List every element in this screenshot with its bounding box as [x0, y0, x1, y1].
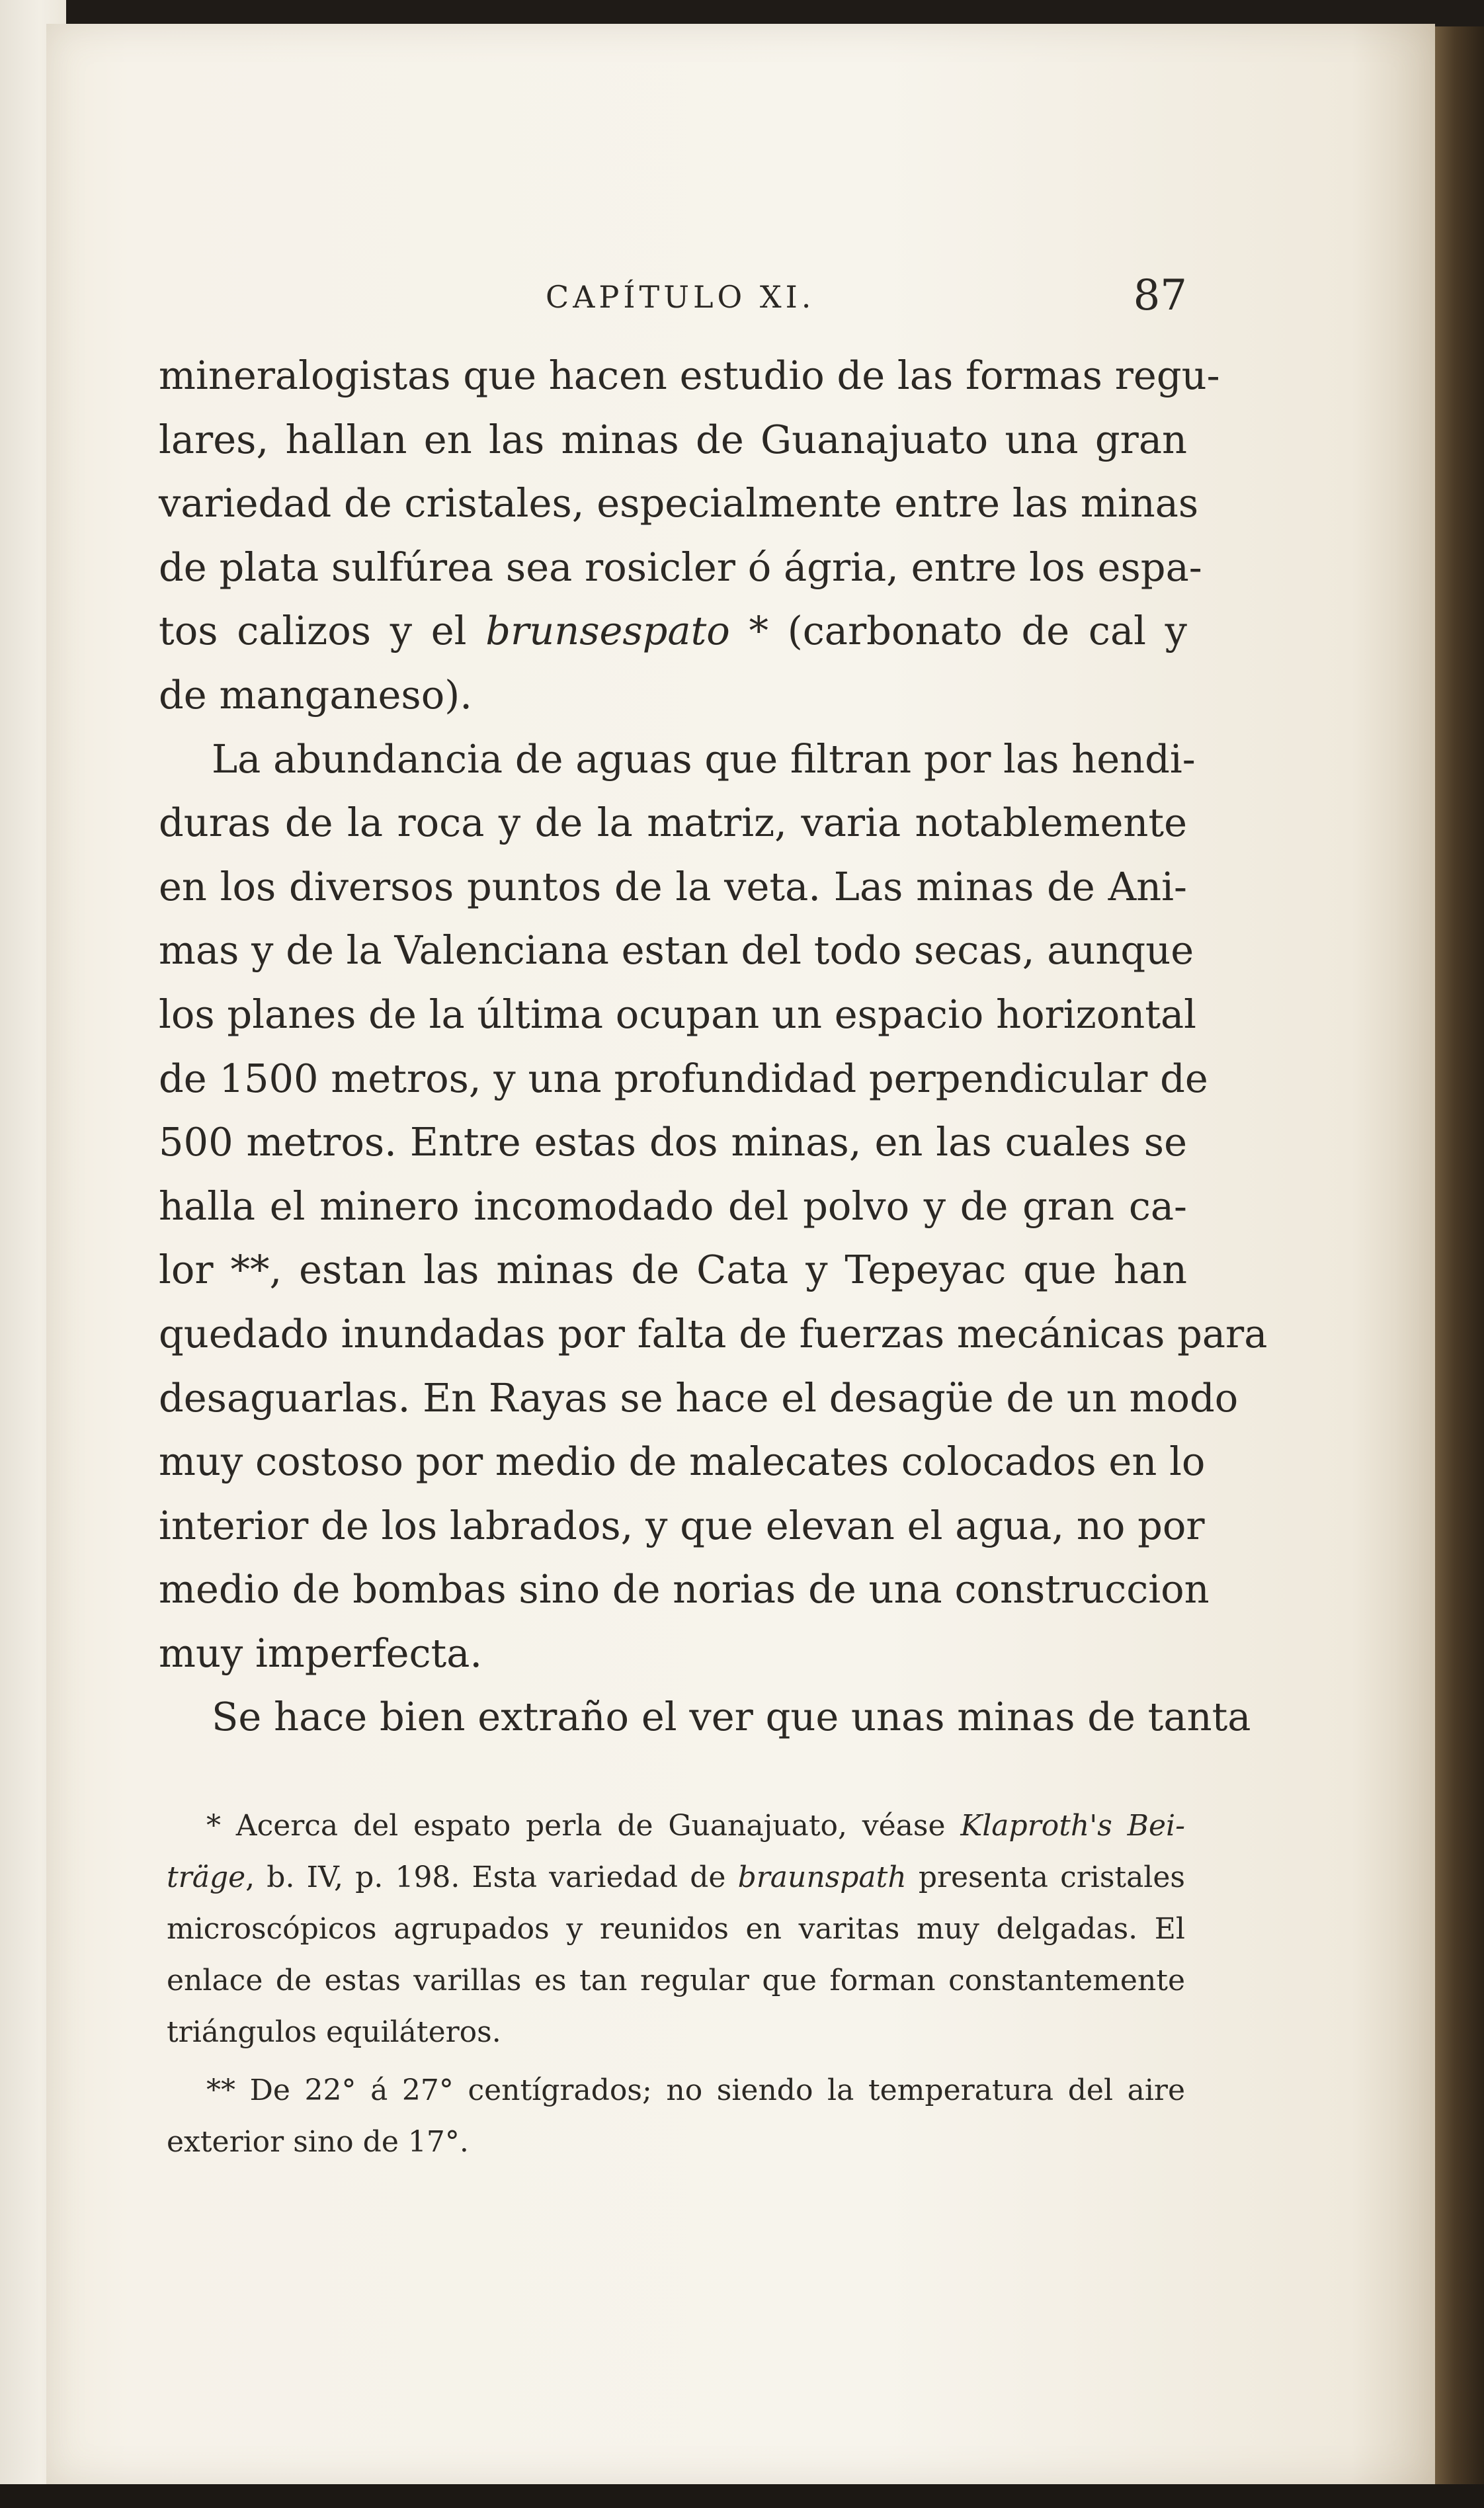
page-header [159, 271, 1187, 344]
body-line: de manganeso). [159, 671, 472, 718]
body-line: desaguarlas. En Rayas se hace el desagüe de un modo [159, 1374, 1239, 1421]
body-line: Se hace bien extraño el ver que unas minas de tanta [212, 1694, 1251, 1740]
footnote-line: triángulos equiláteros. [167, 2015, 501, 2049]
body-line: halla el minero incomodado del polvo y de gran ca- [159, 1183, 1187, 1229]
running-head: CAPÍTULO XI. [546, 279, 815, 315]
body-line: en los diversos puntos de la veta. Las minas de Ani- [159, 863, 1187, 909]
book-spine-edge [1435, 26, 1484, 2500]
scan-bottom-border [0, 2484, 1484, 2508]
footnote-line: träge, b. IV, p. 198. Esta variedad de braunspath presenta cristales [167, 1860, 1186, 1894]
page-text [159, 271, 1268, 1749]
body-line: interior de los labrados, y que elevan el agua, no por [159, 1502, 1205, 1548]
body-line: 500 metros. Entre estas dos minas, en las cuales se [159, 1119, 1187, 1165]
body-line: de plata sulfúrea sea rosicler ó ágria, entre los espa- [159, 544, 1202, 590]
body-line: tos calizos y el brunsespato * (carbonato de cal y [159, 608, 1188, 654]
footnotes [167, 1800, 1185, 2168]
body-line: los planes de la última ocupan un espacio horizontal [159, 991, 1197, 1037]
body-text [159, 344, 1268, 1749]
body-line: muy imperfecta. [159, 1630, 483, 1676]
body-line: lares, hallan en las minas de Guanajuato una gran [159, 416, 1187, 462]
body-line: mineralogistas que hacen estudio de las formas regu- [159, 353, 1220, 398]
footnote-line: * Acerca del espato perla de Guanajuato, véase Klaproth's Bei- [206, 1809, 1185, 1843]
footnote-line: exterior sino de 17°. [167, 2125, 469, 2159]
footnote-line: enlace de estas varillas es tan regular que forman constantemente [167, 1964, 1185, 1997]
body-line: duras de la roca y de la matriz, varia notablemente [159, 800, 1187, 846]
body-line: medio de bombas sino de norias de una construccion [159, 1566, 1210, 1612]
footnote-line: ** De 22° á 27° centígrados; no siendo la temperatura del aire [206, 2073, 1185, 2107]
footnote-line: microscópicos agrupados y reunidos en varitas muy delgadas. El [167, 1912, 1185, 1946]
page-number: 87 [1133, 271, 1187, 320]
body-line: muy costoso por medio de malecates colocados en lo [159, 1439, 1206, 1485]
body-line: La abundancia de aguas que filtran por las hendi- [212, 735, 1196, 782]
body-line: mas y de la Valenciana estan del todo secas, aunque [159, 927, 1194, 974]
body-line: lor **, estan las minas de Cata y Tepeyac que han [159, 1247, 1187, 1293]
body-line: de 1500 metros, y una profundidad perpendicular de [159, 1055, 1208, 1101]
body-line: variedad de cristales, especialmente entre las minas [159, 480, 1199, 526]
body-line: quedado inundadas por falta de fuerzas mecánicas para [159, 1310, 1268, 1357]
